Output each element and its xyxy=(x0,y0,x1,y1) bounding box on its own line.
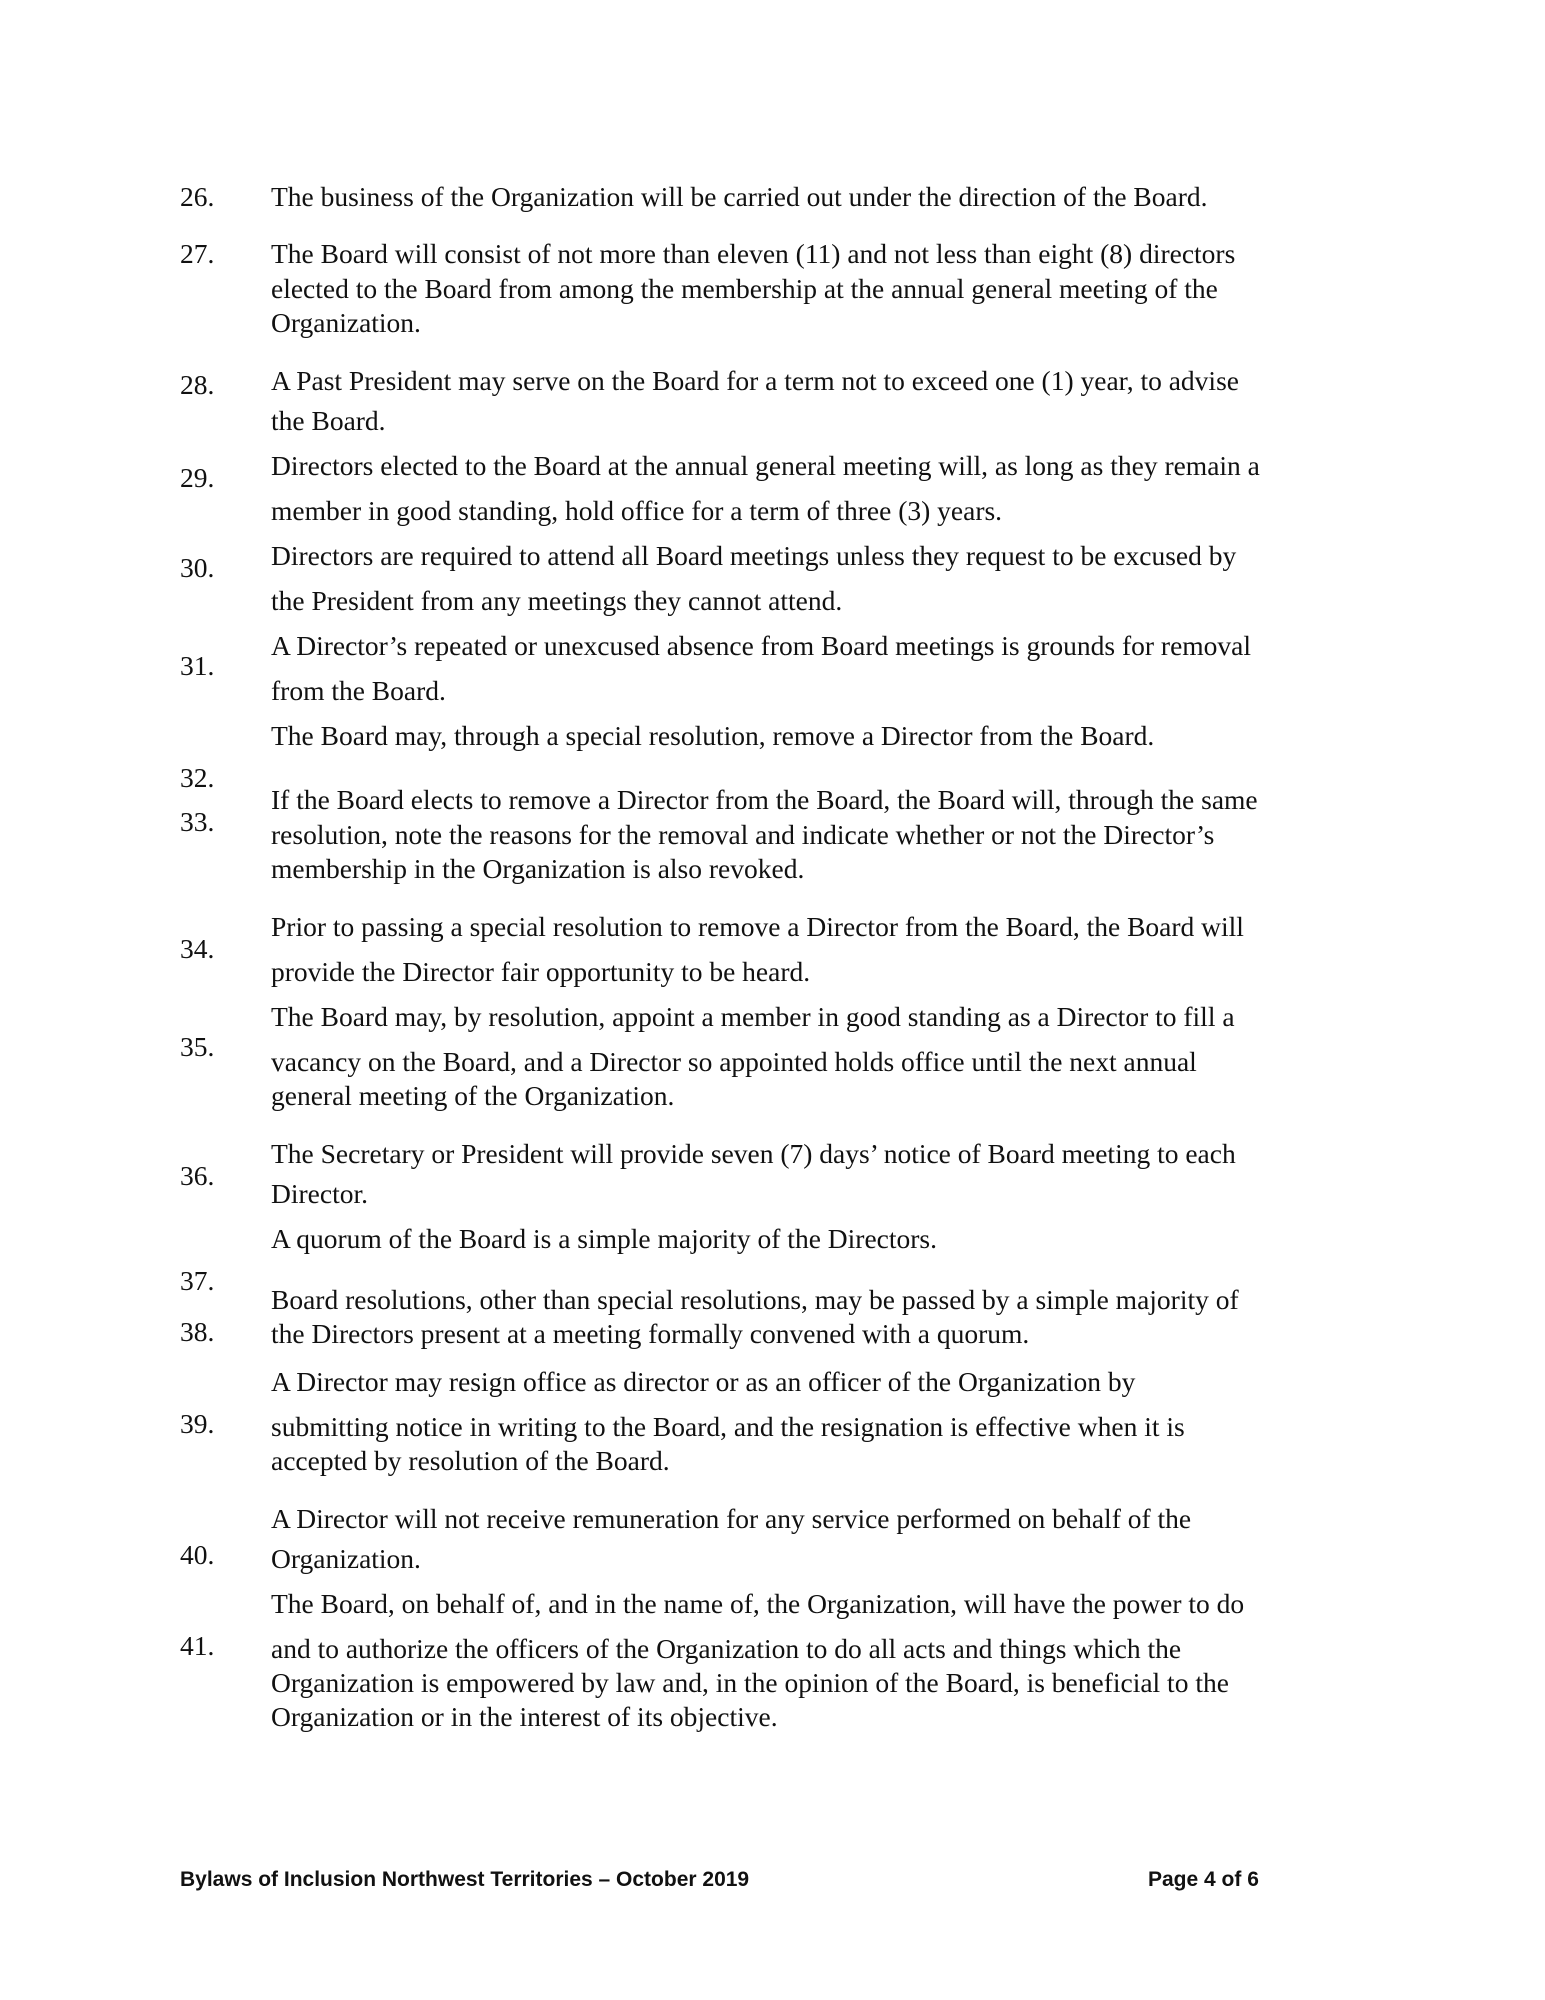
clause-text-line: Directors elected to the Board at the annual general meeting will, as long as they remain a xyxy=(271,450,1260,481)
clause-text-line: elected to the Board from among the membership at the annual general meeting of the xyxy=(271,273,1218,304)
clause-text-line: Prior to passing a special resolution to remove a Director from the Board, the Board will xyxy=(271,911,1244,942)
clause-text-line: general meeting of the Organization. xyxy=(271,1080,675,1111)
clause-text-line: Board resolutions, other than special resolutions, may be passed by a simple majority of xyxy=(271,1284,1239,1315)
clause-text-line: The Board may, through a special resolution, remove a Director from the Board. xyxy=(271,720,1155,751)
clause-number: 41. xyxy=(180,1630,215,1661)
clause-text-line: Director. xyxy=(271,1178,368,1209)
clause-number: 39. xyxy=(180,1408,215,1439)
footer-document-title: Bylaws of Inclusion Northwest Territories – October 2019 xyxy=(180,1868,750,1891)
footer-page-number: Page 4 of 6 xyxy=(1148,1868,1259,1891)
clause-text-line: The business of the Organization will be carried out under the direction of the Board. xyxy=(271,181,1208,212)
clause-text-line: A Past President may serve on the Board for a term not to exceed one (1) year, to advise xyxy=(271,365,1239,396)
clause-text-line: submitting notice in writing to the Board, and the resignation is effective when it is xyxy=(271,1411,1185,1442)
clause-text-line: If the Board elects to remove a Director from the Board, the Board will, through the same xyxy=(271,784,1258,815)
clause-text-line: Organization is empowered by law and, in the opinion of the Board, is beneficial to the xyxy=(271,1667,1229,1698)
clause-number: 36. xyxy=(180,1160,215,1191)
clause-text-line: A Director will not receive remuneration for any service performed on behalf of the xyxy=(271,1503,1192,1534)
clause-number: 27. xyxy=(180,238,215,269)
clause-number: 26. xyxy=(180,181,215,212)
clause-text-line: The Secretary or President will provide seven (7) days’ notice of Board meeting to each xyxy=(271,1138,1236,1169)
clause-number: 38. xyxy=(180,1316,215,1347)
clause-text-line: A quorum of the Board is a simple majority of the Directors. xyxy=(271,1223,937,1254)
clause-number: 34. xyxy=(180,933,215,964)
clause-text-line: A Director may resign office as director or as an officer of the Organization by xyxy=(271,1366,1136,1397)
clause-text-line: Organization. xyxy=(271,1543,421,1574)
clause-text-line: the Board. xyxy=(271,405,386,436)
clause-text-line: member in good standing, hold office for a term of three (3) years. xyxy=(271,495,1003,526)
clause-number: 30. xyxy=(180,552,215,583)
clause-text-line: and to authorize the officers of the Organization to do all acts and things which the xyxy=(271,1633,1182,1664)
clause-text-line: provide the Director fair opportunity to be heard. xyxy=(271,956,811,987)
clause-number: 35. xyxy=(180,1031,215,1062)
clause-text-line: The Board may, by resolution, appoint a member in good standing as a Director to fill a xyxy=(271,1001,1235,1032)
clause-text-line: resolution, note the reasons for the removal and indicate whether or not the Director’s xyxy=(271,819,1215,850)
clause-text-line: The Board, on behalf of, and in the name of, the Organization, will have the power to do xyxy=(271,1588,1245,1619)
clause-number: 29. xyxy=(180,462,215,493)
clause-text-line: membership in the Organization is also revoked. xyxy=(271,853,805,884)
clause-text-line: Directors are required to attend all Board meetings unless they request to be excused by xyxy=(271,540,1237,571)
clause-number: 37. xyxy=(180,1265,215,1296)
clause-number: 40. xyxy=(180,1539,215,1570)
clause-text-line: Organization. xyxy=(271,307,421,338)
clause-text-line: The Board will consist of not more than eleven (11) and not less than eight (8) directors xyxy=(271,238,1236,269)
clause-number: 32. xyxy=(180,762,215,793)
clause-text-line: the Directors present at a meeting formally convened with a quorum. xyxy=(271,1318,1030,1349)
clause-number: 28. xyxy=(180,369,215,400)
clause-text-line: accepted by resolution of the Board. xyxy=(271,1445,670,1476)
clause-text-line: Organization or in the interest of its objective. xyxy=(271,1701,778,1732)
clause-text-line: vacancy on the Board, and a Director so appointed holds office until the next annual xyxy=(271,1046,1197,1077)
clause-number: 31. xyxy=(180,650,215,681)
clause-number: 33. xyxy=(180,806,215,837)
clause-text-line: from the Board. xyxy=(271,675,446,706)
clause-text-line: A Director’s repeated or unexcused absence from Board meetings is grounds for removal xyxy=(271,630,1252,661)
clause-text-line: the President from any meetings they cannot attend. xyxy=(271,585,843,616)
